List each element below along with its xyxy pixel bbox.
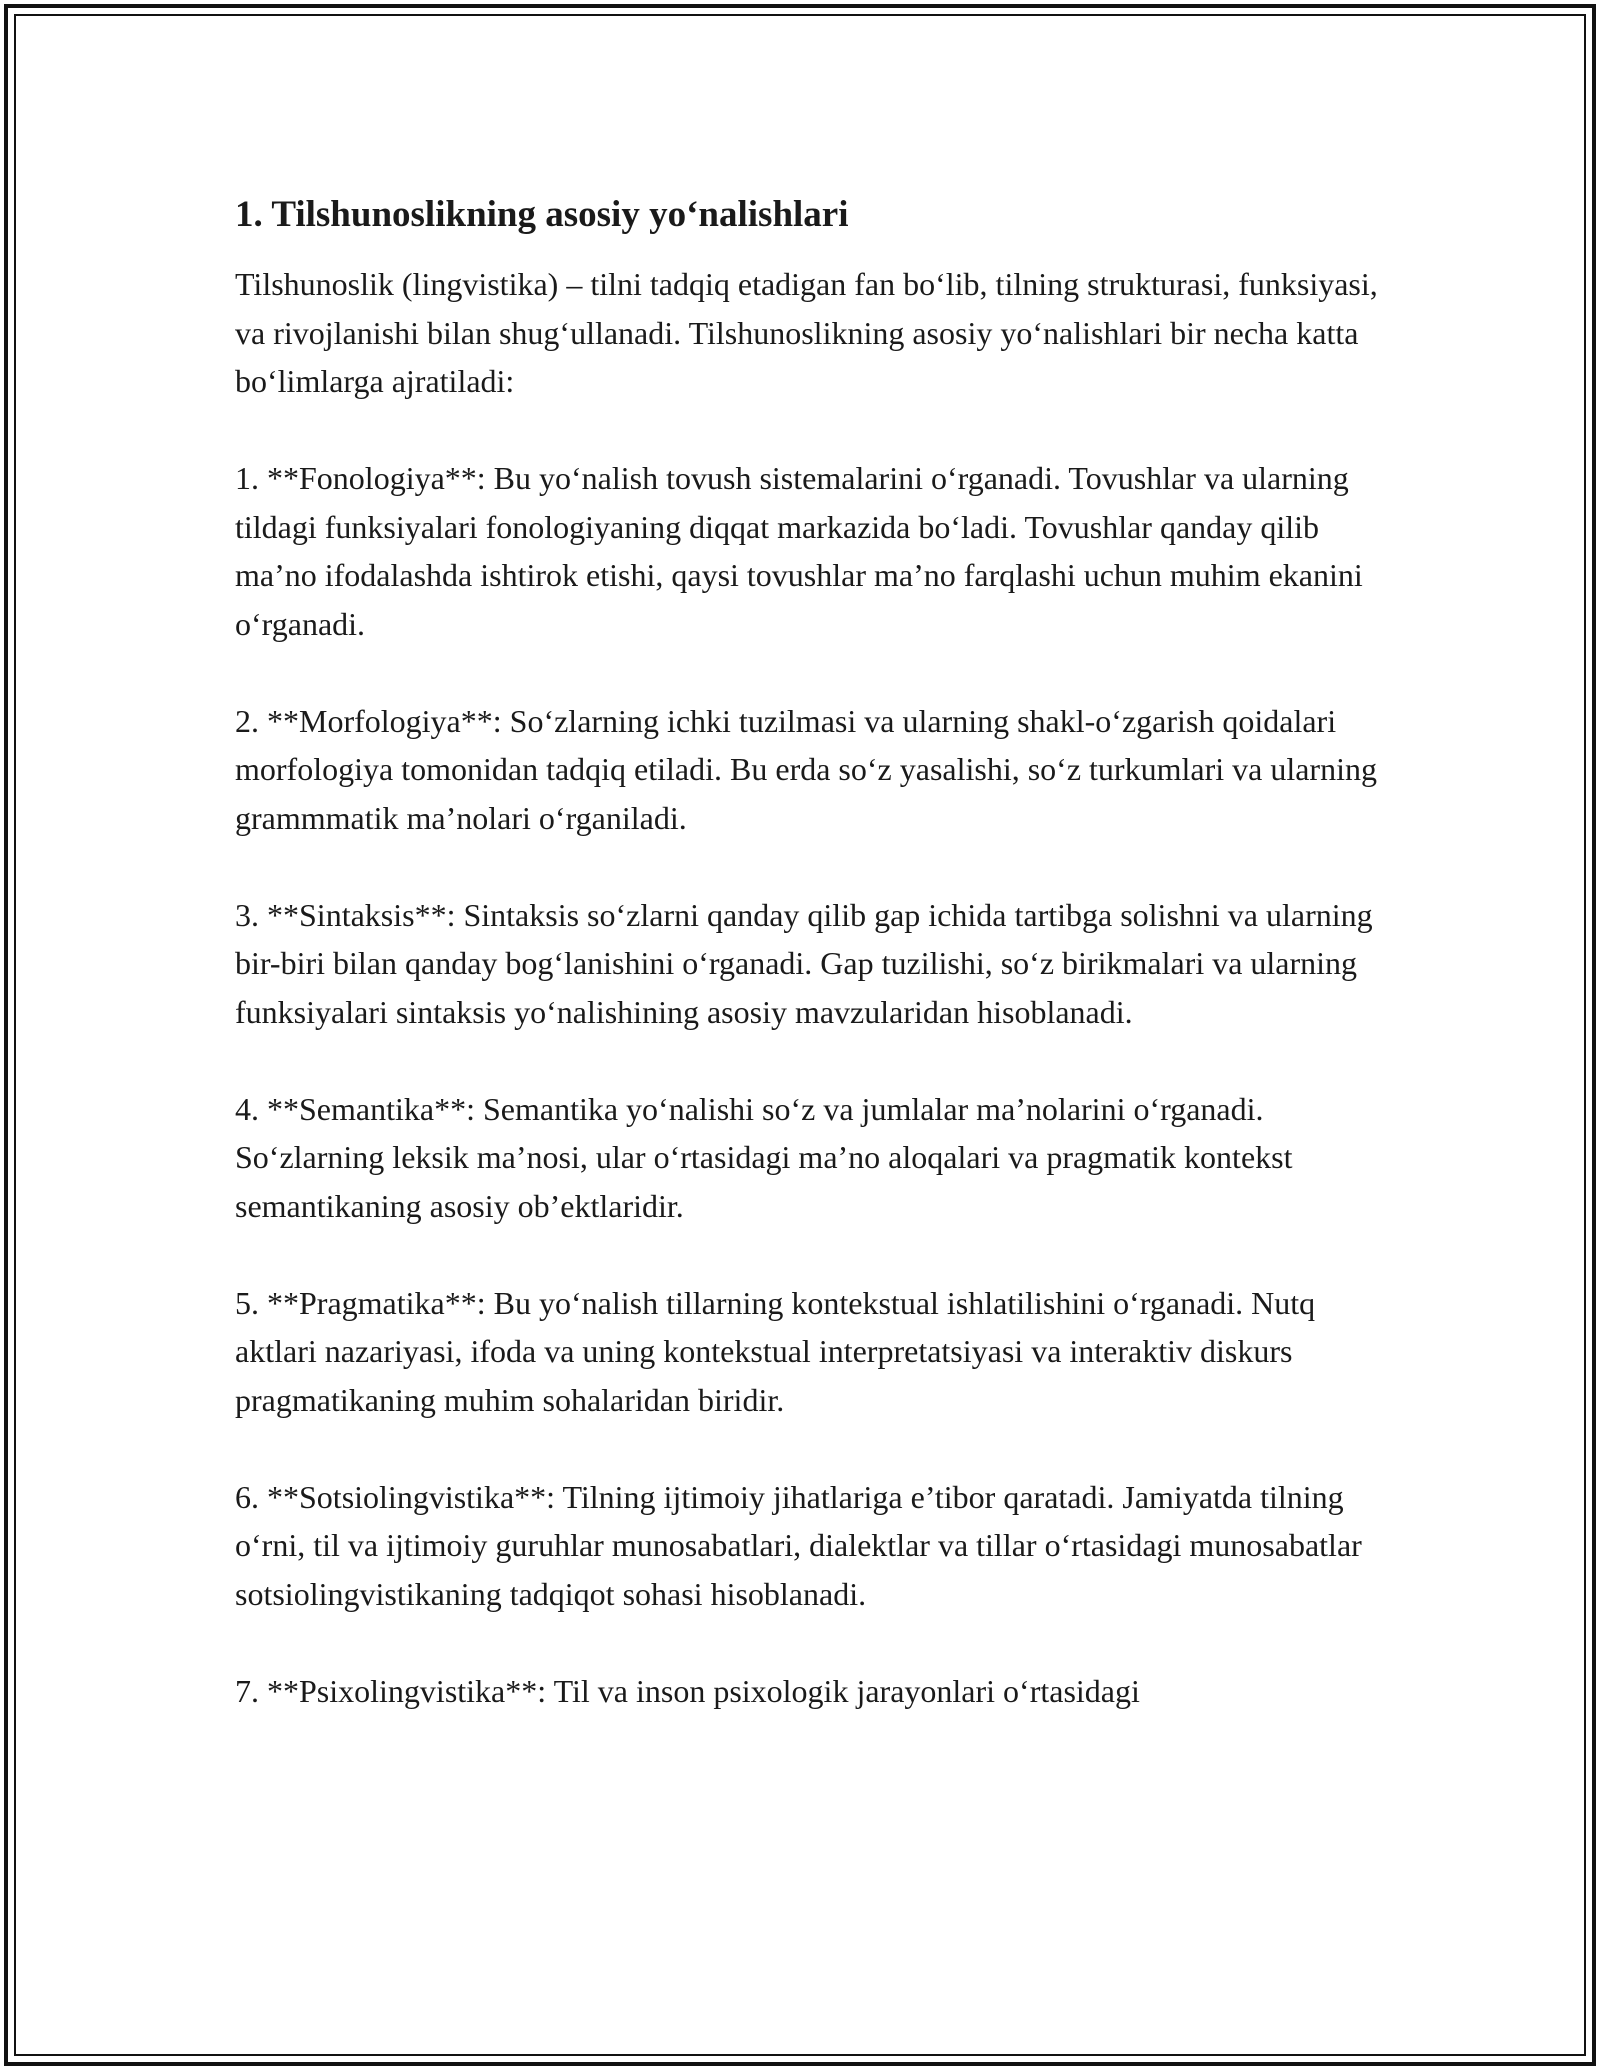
document-page xyxy=(235,188,1380,1764)
list-item-sintaksis: 3. **Sintaksis**: Sintaksis so‘zlarni qanday qilib gap ichida tartibga solishni va ularning bir-biri bilan qanday bog‘lanishini o‘rganadi. Gap tuzilishi, so‘z birikmalari va ularning funksiyalari sintaksis yo‘nalishining asosiy mavzularidan hisoblanadi. xyxy=(235,896,1373,1030)
list-item-fonologiya: 1. **Fonologiya**: Bu yo‘nalish tovush sistemalarini o‘rganadi. Tovushlar va ularning tildagi funksiyalari fonologiyaning diqqat markazida bo‘ladi. Tovushlar qanday qilib ma’no ifodalashda ishtirok etishi, qaysi tovushlar ma’no farqlashi uchun muhim ekanini o‘rganadi. xyxy=(235,460,1363,642)
intro-paragraph: Tilshunoslik (lingvistika) – tilni tadqiq etadigan fan bo‘lib, tilning strukturasi, funksiyasi, va rivojlanishi bilan shug‘ullanadi. Tilshunoslikning asosiy yo‘nalishlari bir necha katta bo‘limlarga ajratiladi: xyxy=(235,266,1378,399)
list-item-psixolingvistika: 7. **Psixolingvistika**: Til va inson psixologik jarayonlari o‘rtasidagi xyxy=(235,1672,1140,1709)
list-item-semantika: 4. **Semantika**: Semantika yo‘nalishi so‘z va jumlalar ma’nolarini o‘rganadi. So‘zlarning leksik ma’nosi, ular o‘rtasidagi ma’no aloqalari va pragmatik kontekst semantikaning asosiy ob’ektlaridir. xyxy=(235,1090,1293,1224)
list-item-morfologiya: 2. **Morfologiya**: So‘zlarning ichki tuzilmasi va ularning shakl-o‘zgarish qoidalari morfologiya tomonidan tadqiq etiladi. Bu erda so‘z yasalishi, so‘z turkumlari va ularning grammmatik ma’nolari o‘rganiladi. xyxy=(235,702,1377,836)
list-item-sotsiolingvistika: 6. **Sotsiolingvistika**: Tilning ijtimoiy jihatlariga e’tibor qaratadi. Jamiyatda tilning o‘rni, til va ijtimoiy guruhlar munosabatlari, dialektlar va tillar o‘rtasidagi munosabatlar sotsiolingvistikaning tadqiqot sohasi hisoblanadi. xyxy=(235,1478,1362,1612)
list-item-pragmatika: 5. **Pragmatika**: Bu yo‘nalish tillarning kontekstual ishlatilishini o‘rganadi. Nutq aktlari nazariyasi, ifoda va uning kontekstual interpretatsiyasi va interaktiv diskurs pragmatikaning muhim sohalaridan biridir. xyxy=(235,1284,1316,1418)
section-heading: 1. Tilshunoslikning asosiy yo‘nalishlari xyxy=(235,194,849,235)
